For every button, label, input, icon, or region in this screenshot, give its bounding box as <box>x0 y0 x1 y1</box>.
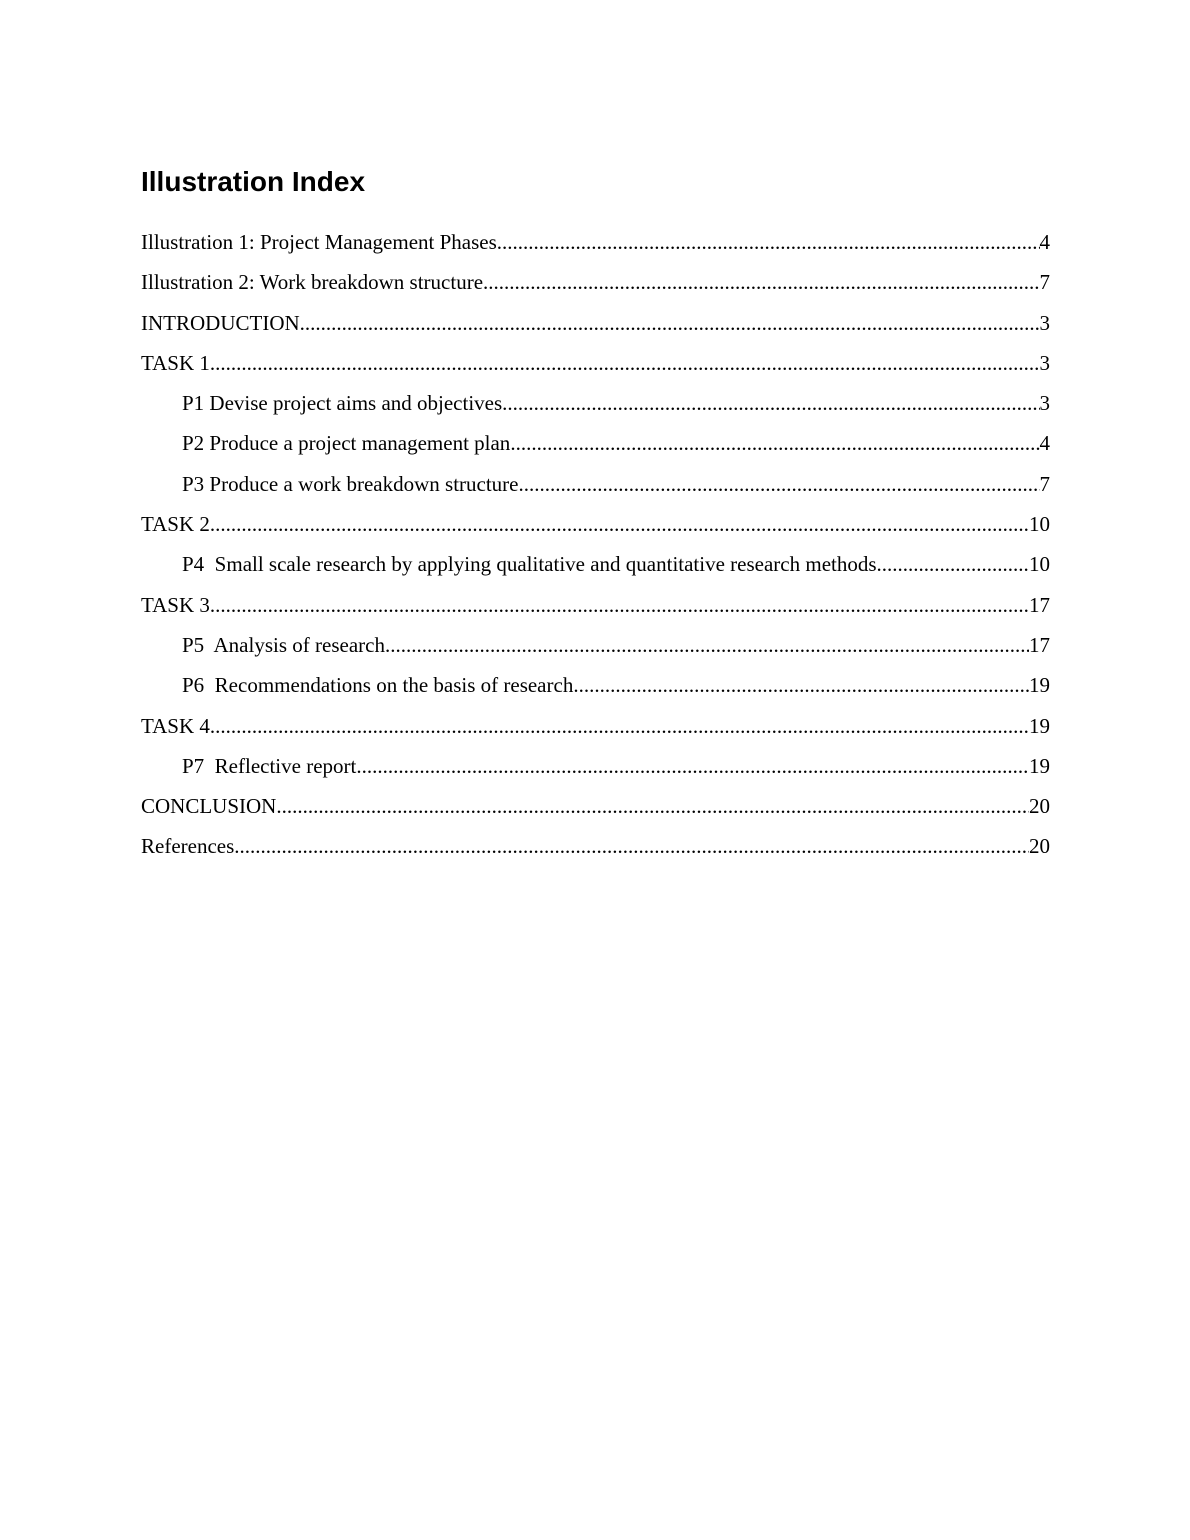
toc-entry-label: Illustration 2: Work breakdown structure <box>141 270 484 295</box>
toc-dot-leader <box>483 266 1039 298</box>
toc-dot-leader <box>210 589 1029 621</box>
toc-entry-label: INTRODUCTION <box>141 310 300 335</box>
toc-page-number: 19 <box>1029 673 1050 698</box>
toc-dot-leader <box>502 387 1039 419</box>
toc-page-number: 19 <box>1029 713 1050 738</box>
toc-page-number: 3 <box>1039 391 1050 416</box>
toc-dot-leader <box>385 629 1029 661</box>
toc-entry-label: TASK 1 <box>141 350 210 375</box>
toc-entry-task-3[interactable] <box>141 589 1050 629</box>
toc-page-number: 7 <box>1039 471 1050 496</box>
toc-dot-leader <box>877 548 1029 580</box>
toc-page-number: 4 <box>1039 431 1050 456</box>
toc-entry-references[interactable] <box>141 830 1050 870</box>
toc-page-number: 10 <box>1029 552 1050 577</box>
toc-entry-conclusion[interactable] <box>141 790 1050 830</box>
page-title: Illustration Index <box>141 166 366 197</box>
toc-dot-leader <box>300 307 1040 339</box>
toc-dot-leader <box>276 790 1029 822</box>
toc-entry-label: P5 Analysis of research <box>182 632 385 657</box>
toc-dot-leader <box>210 508 1029 540</box>
toc-entry-illustration-2[interactable] <box>141 266 1050 306</box>
toc-page-number: 3 <box>1039 310 1050 335</box>
toc-entry-introduction[interactable] <box>141 307 1050 347</box>
toc-entry-label: TASK 4 <box>141 713 210 738</box>
toc-entry-p2[interactable] <box>141 427 1050 467</box>
toc-entry-label: P6 Recommendations on the basis of research <box>182 673 574 698</box>
toc-dot-leader <box>573 669 1029 701</box>
toc-dot-leader <box>210 347 1040 379</box>
toc-page-number: 10 <box>1029 512 1050 537</box>
toc-entry-label: References <box>141 834 235 859</box>
toc-page-number: 17 <box>1029 592 1050 617</box>
toc-dot-leader <box>356 750 1029 782</box>
toc-entry-label: P4 Small scale research by applying qualitative and quantitative research methods <box>182 552 877 577</box>
toc-entry-label: CONCLUSION <box>141 794 277 819</box>
toc-dot-leader <box>519 468 1040 500</box>
toc-entry-p6[interactable] <box>141 669 1050 709</box>
toc-page-number: 20 <box>1029 794 1050 819</box>
toc-dot-leader <box>234 830 1029 862</box>
toc-entry-label: P1 Devise project aims and objectives <box>182 391 503 416</box>
toc-entry-task-1[interactable] <box>141 347 1050 387</box>
toc-page-number: 7 <box>1039 270 1050 295</box>
toc-entry-label: P3 Produce a work breakdown structure <box>182 471 519 496</box>
toc-entry-label: Illustration 1: Project Management Phases <box>141 230 497 254</box>
toc-entry-p1[interactable] <box>141 387 1050 427</box>
toc-page-number: 20 <box>1029 834 1050 859</box>
toc-entry-label: TASK 3 <box>141 592 210 617</box>
toc-entry-label: P7 Reflective report <box>182 753 357 778</box>
toc-entry-task-2[interactable] <box>141 508 1050 548</box>
toc-entry-task-4[interactable] <box>141 710 1050 750</box>
toc-entry-p7[interactable] <box>141 750 1050 790</box>
toc-dot-leader <box>510 427 1039 459</box>
toc-entry-illustration-1[interactable] <box>141 226 1050 266</box>
toc-page-number: 3 <box>1039 350 1050 375</box>
toc-entry-p4[interactable] <box>141 548 1050 588</box>
toc-page-number: 17 <box>1029 632 1050 657</box>
toc-dot-leader <box>497 226 1040 258</box>
toc-dot-leader <box>210 710 1029 742</box>
toc-entry-label: P2 Produce a project management plan <box>182 431 511 456</box>
table-of-contents <box>141 226 1050 871</box>
toc-entry-label: TASK 2 <box>141 512 210 537</box>
toc-entry-p5[interactable] <box>141 629 1050 669</box>
toc-page-number: 4 <box>1039 230 1050 254</box>
toc-page-number: 19 <box>1029 753 1050 778</box>
toc-entry-p3[interactable] <box>141 468 1050 508</box>
